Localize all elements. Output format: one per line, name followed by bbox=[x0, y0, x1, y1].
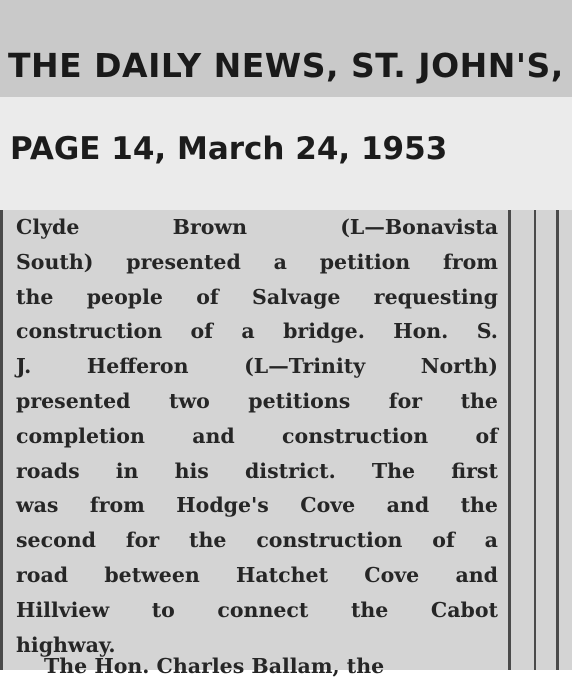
article-line bbox=[16, 280, 498, 315]
word: the bbox=[16, 284, 54, 309]
word: of bbox=[432, 528, 455, 553]
word: construction bbox=[16, 319, 163, 344]
article-line bbox=[16, 384, 498, 419]
word: Brown bbox=[172, 215, 247, 239]
word: from bbox=[89, 493, 145, 518]
word: people bbox=[86, 284, 163, 309]
word: South) bbox=[16, 249, 94, 274]
word: North) bbox=[420, 354, 498, 379]
article-clipping bbox=[0, 210, 572, 678]
article-line bbox=[16, 488, 498, 523]
word: a bbox=[273, 249, 287, 274]
word: Hefferon bbox=[86, 354, 189, 379]
word: construction bbox=[282, 423, 429, 448]
word: construction bbox=[256, 528, 403, 553]
word: completion bbox=[16, 423, 145, 448]
word: connect bbox=[217, 597, 309, 622]
word: Cabot bbox=[430, 597, 498, 622]
word: highway. bbox=[16, 632, 116, 657]
article-line bbox=[16, 454, 498, 489]
word: presented bbox=[16, 388, 131, 413]
word: Cove bbox=[300, 493, 356, 518]
newspaper-masthead: THE DAILY NEWS, ST. JOHN'S, bbox=[8, 46, 564, 85]
word: of bbox=[190, 319, 213, 344]
word: two bbox=[169, 388, 210, 413]
word: The bbox=[371, 458, 416, 483]
word: was bbox=[16, 493, 59, 518]
word: J. bbox=[16, 354, 32, 379]
word: a bbox=[484, 528, 498, 553]
word: (L—Bonavista bbox=[340, 215, 498, 239]
word: roads bbox=[16, 458, 80, 483]
word: Hillview bbox=[16, 597, 110, 622]
column-rule bbox=[508, 210, 511, 670]
word: his bbox=[174, 458, 209, 483]
word: between bbox=[104, 562, 200, 587]
article-line bbox=[16, 245, 498, 280]
word: the bbox=[189, 528, 227, 553]
word: of bbox=[475, 423, 498, 448]
word: and bbox=[455, 562, 498, 587]
article-line bbox=[16, 593, 498, 628]
masthead-band bbox=[0, 0, 572, 97]
article-line bbox=[16, 210, 498, 245]
word: second bbox=[16, 528, 96, 553]
word: petition bbox=[319, 249, 411, 274]
column-rule bbox=[556, 210, 559, 670]
word: and bbox=[192, 423, 235, 448]
word: of bbox=[196, 284, 219, 309]
word: to bbox=[151, 597, 175, 622]
cut-off-text: The Hon. Charles Ballam, the bbox=[44, 654, 385, 678]
word: Hodge's bbox=[176, 493, 269, 518]
word: Salvage bbox=[252, 284, 341, 309]
word: (L—Trinity bbox=[244, 354, 366, 379]
word: first bbox=[451, 458, 498, 483]
word: in bbox=[115, 458, 139, 483]
word: Cove bbox=[364, 562, 420, 587]
word: Clyde bbox=[16, 215, 80, 239]
article-line bbox=[16, 523, 498, 558]
word: petitions bbox=[248, 388, 351, 413]
article-line bbox=[16, 558, 498, 593]
article-line bbox=[16, 419, 498, 454]
dateline-band bbox=[0, 97, 572, 210]
word: a bbox=[241, 319, 255, 344]
word: the bbox=[350, 597, 389, 622]
word: S. bbox=[476, 319, 498, 344]
article-body bbox=[16, 210, 498, 662]
article-line bbox=[16, 314, 498, 349]
word: Hatchet bbox=[236, 562, 329, 587]
word: from bbox=[443, 249, 498, 274]
word: the bbox=[460, 388, 498, 413]
article-line bbox=[16, 349, 498, 384]
word: and bbox=[386, 493, 430, 518]
word: presented bbox=[126, 249, 241, 274]
word: requesting bbox=[373, 284, 498, 309]
word: for bbox=[125, 528, 160, 553]
word: bridge. bbox=[283, 319, 365, 344]
word: Hon. bbox=[393, 319, 449, 344]
word: the bbox=[460, 493, 498, 518]
word: road bbox=[16, 562, 69, 587]
word: district. bbox=[244, 458, 336, 483]
article-continuation-line bbox=[16, 653, 498, 678]
page-dateline: PAGE 14, March 24, 1953 bbox=[10, 131, 448, 167]
column-rule bbox=[534, 210, 536, 670]
column-rule bbox=[0, 210, 3, 670]
word: for bbox=[388, 388, 423, 413]
